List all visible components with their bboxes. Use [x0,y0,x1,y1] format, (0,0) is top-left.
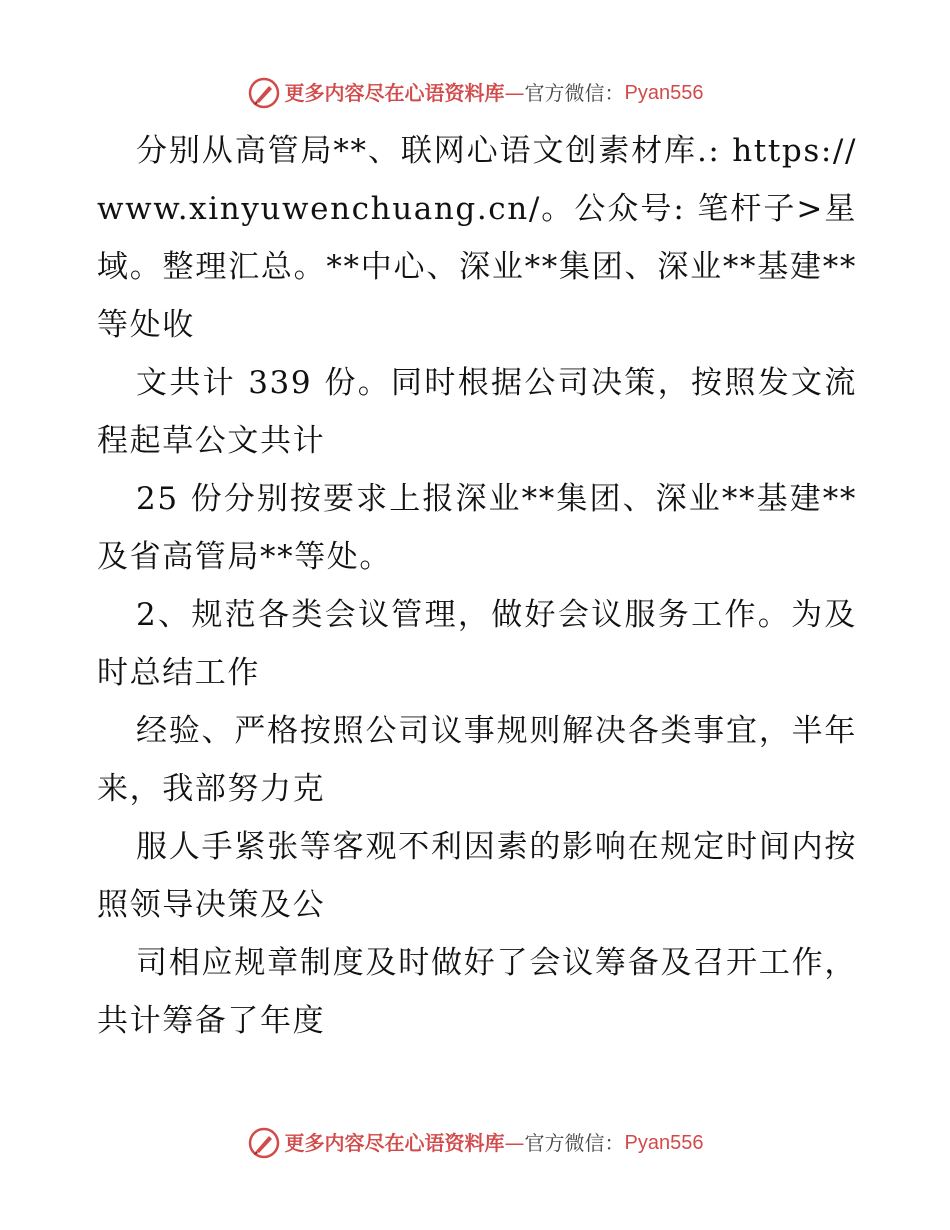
paragraph-2 [97,354,857,470]
paragraph-7 [97,934,857,1050]
watermark-wechat-label: 官方微信： [524,81,625,105]
watermark-main-text: 更多内容尽在心语资料库 [284,81,505,105]
paragraph-4 [97,586,857,702]
paragraph-3-text: 25 份分别按要求上报深业**集团、深业**基建**及省高管局**等处。 [97,481,857,575]
paragraph-2-text: 文共计 339 份。同时根据公司决策，按照发文流程起草公文共计 [97,365,857,459]
footer-watermark [0,1126,950,1160]
watermark-wechat-id: Pyan556 [624,1132,704,1154]
paragraph-5 [97,702,857,818]
watermark-dash: — [504,1131,525,1155]
paragraph-1-text: 分别从高管局**、联网心语文创素材库.: https://www.xinyuwenchuang.cn/。公众号: 笔杆子>星域。整理汇总。**中心、深业**集团、深业**基建**等处收 [97,133,857,343]
watermark-wechat-id: Pyan556 [624,82,704,104]
pen-logo-icon [247,76,281,110]
watermark-dash: — [504,81,525,105]
paragraph-6 [97,818,857,934]
paragraph-1 [97,122,857,354]
paragraph-3 [97,470,857,586]
paragraph-5-text: 经验、严格按照公司议事规则解决各类事宜，半年来，我部努力克 [97,713,857,807]
paragraph-4-text: 2、规范各类会议管理，做好会议服务工作。为及时总结工作 [97,597,857,691]
watermark-main-text: 更多内容尽在心语资料库 [284,1131,505,1155]
document-body [97,122,857,1050]
watermark-wechat-label: 官方微信： [524,1131,625,1155]
paragraph-6-text: 服人手紧张等客观不利因素的影响在规定时间内按照领导决策及公 [97,829,857,923]
pen-logo-icon [247,1126,281,1160]
header-watermark [0,76,950,110]
paragraph-7-text: 司相应规章制度及时做好了会议筹备及召开工作，共计筹备了年度 [97,945,857,1039]
